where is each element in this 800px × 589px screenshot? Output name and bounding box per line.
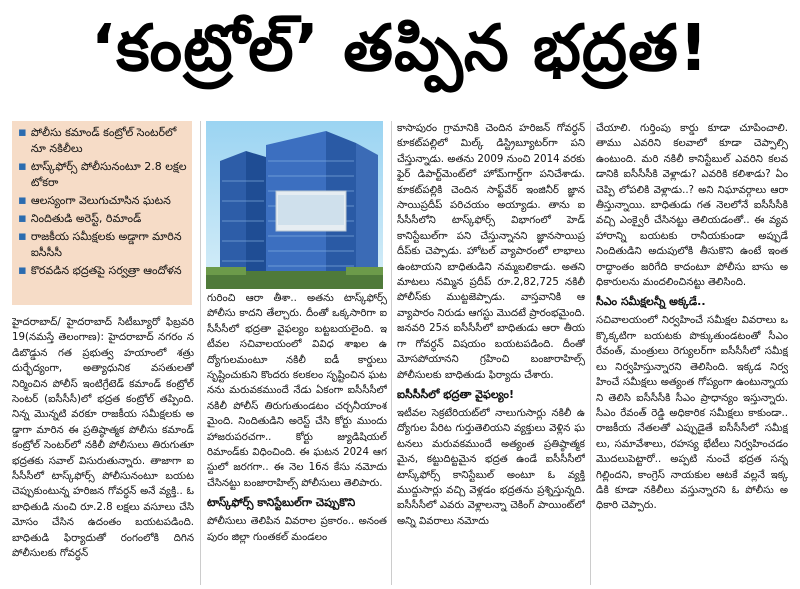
summary-text: పోలీసు కమాండ్ కంట్రోల్ సెంటర్‌లో నూ నకిలీలు: [30, 126, 177, 155]
article-column-2: [207, 291, 387, 585]
article-column-1: [12, 315, 194, 585]
summary-item: [18, 159, 188, 191]
summary-item: [18, 263, 188, 279]
bullet-icon: ▪: [18, 125, 27, 140]
summary-text: రాజకీయ సమీక్షలకు అడ్డాగా మారిన ఐసీసీసీ: [30, 230, 182, 259]
bullet-icon: ▪: [18, 159, 27, 174]
summary-item: [18, 211, 188, 227]
subheading: సీఎం సమీక్షలన్నీ అక్కడే..: [596, 295, 706, 309]
paragraph: హైదరాబాద్/ హైదరాబాద్ సిటీబ్యూరో ఫిబ్రవరి 19(నమస్తే తెలంగాణ): హైదరాబాద్ నగరం నడిబొడ్డున గత ప్రభుత్వ హయాంలో శత్రు దుర్భేద్యంగా, అత్యాధునిక వసతులతో నిర్మించిన పోలీస్ ఇంటిగ్రేటెడ్ కమాండ్ కంట్రోల్ సెంటర్ (ఐసీసీసీ)లో భద్రత కంట్రోల్ తప్పింది. నిన్న మొన్నటి వరకూ రాజకీయ సమీక్షలకు అడ్డాగా మారిన ఈ ప్రతిష్ఠాత్మక పోలీసు కమాండ్ కంట్రోల్ సెంటర్‌లో నకిలీ పోలీసులు తిరుగుతూ భద్రతకు సవాల్ విసురుతున్నారు. తాజాగా ఐసీసీసీలో టాస్క్‌ఫోర్స్ పోలీసునంటూ బయట చెప్పుకుంటున్న హరిజన గోవర్ధన్ అనే వ్యక్తి.. ఓ బాధితుడి నుంచి రూ.2.8 లక్షలు వసూలు చేసి మోసం చేసిన ఉదంతం బయటపడింది. బాధితుడి ఫిర్యాదుతో రంగంలోకి దిగిన పోలీసులకు గోవర్ధన్: [12, 317, 194, 560]
headline: ‘కంట్రోల్’ తప్పిన భద్రత!: [90, 11, 710, 86]
column-rule: [590, 121, 591, 585]
building-photo: [206, 121, 383, 289]
summary-box: [12, 121, 192, 305]
bullet-icon: ▪: [18, 211, 27, 226]
subheading: ఐసీసీసీలో భద్రతా వైఫల్యం!: [397, 387, 515, 401]
summary-item: [18, 229, 188, 261]
summary-text: నిందితుడి అరెస్ట్, రిమాండ్: [30, 212, 142, 225]
bullet-icon: ▪: [18, 229, 27, 244]
column-rule: [200, 121, 201, 585]
paragraph: చేయాలి. గుర్తింపు కార్డు కూడా చూపించాలి. తాము ఎవరిని కలవాలో కూడా చెప్పాల్సి ఉంటుంది. మరి నకిలీ కానిస్టేబుల్ ఎవరిని కలవడానికి ఐసీసీసీకి వెళ్లాడు? ఎవరికి కలిశాడు? ఏం చెప్పి లోపలికి వెళ్లాడు..? అని నిఘావర్గాలు ఆరా తీస్తున్నాయి. బాధితుడు గత నెలలోనే ఐసీసీసీకి వచ్చి ఎంక్వైరీ చేసినట్టు తెలియడంతో.. ఈ వ్యవహారాన్ని బయటకు రానీయకుండా అప్పుడే నిందితుడిని అదుపులోకి తీసుకొని ఉంటే ఇంత రాద్ధాంతం జరిగేది కాదంటూ పోలీసు బాసు అధికారులను మందలించినట్టు తెలిసింది.: [596, 123, 788, 289]
article-column-4: [596, 121, 788, 585]
summary-item: [18, 193, 188, 209]
summary-text: టాస్క్‌ఫోర్స్ పోలీసునంటూ 2.8 లక్షల టోకరా: [30, 160, 187, 189]
paragraph: పోలీసులు తెలిపిన వివరాల ప్రకారం.. అనంతపురం జిల్లా గుంతకల్ మండలం: [207, 516, 387, 543]
subheading: టాస్క్‌ఫోర్స్ కానిస్టేబుల్‌గా చెప్పుకొని: [207, 496, 356, 510]
summary-item: [18, 125, 188, 157]
summary-text: కొరవడిన భద్రతపై సర్వత్రా ఆందోళన: [30, 264, 182, 277]
column-rule: [391, 121, 392, 585]
bullet-icon: ▪: [18, 263, 27, 278]
article-column-3: [397, 121, 585, 585]
paragraph: ఇటీవల సెక్రటేరియట్‌లో నాలుగుసార్లు నకిలీ ఉద్యోగుల పేరిట గుర్తుతెలియని వ్యక్తులు వెళ్లిన ఘటనలు మరువకముందే అత్యంత ప్రతిష్ఠాత్మకమైన, కట్టుదిట్టమైన భద్రత ఉండే ఐసీసీసీలో టాస్క్‌ఫోర్స్ కానిస్టేబుల్ అంటూ ఓ వ్యక్తి ముద్దుసార్లు వచ్చి వెళ్లడం భద్రతను ప్రశ్నిస్తున్నది. ఐసీసీసీలో ఎవరు వెళ్లాలన్నా చెకింగ్ పాయింట్‌లో అన్ని వివరాలు నమోదు: [397, 407, 585, 527]
bullet-icon: ▪: [18, 193, 27, 208]
summary-text: ఆలస్యంగా వెలుగుచూసిన ఘటన: [30, 194, 171, 207]
paragraph: కాసాపురం గ్రామానికి చెందిన హరిజన్ గోవర్ధన్ కూకట్‌పల్లిలో మిల్క్ డిస్ట్రిబ్యూటర్‌గా పని చేస్తున్నాడు. అతను 2009 నుంచి 2014 వరకు ఫైర్ డిపార్ట్‌మెంట్‌లో హోమ్‌గార్డ్‌గా పనిచేశాడు. కూకట్‌పల్లికి చెందిన సాఫ్ట్‌వేర్ ఇంజినీర్ జ్ఞానసాయిప్రదీప్ పరిచయం అయ్యాడు. తాను ఐసీసీసీలోని టాస్క్‌ఫోర్స్ విభాగంలో హెడ్ కానిస్టేబుల్‌గా పని చేస్తున్నానని జ్ఞానసాయిప్రదీప్‌కు చెప్పాడు. హోటల్ వ్యాపారంలో లాభాలు ఉంటాయని బాధితుడిని నమ్మబలికాడు. అతని మాటలు నమ్మిన ప్రదీప్ రూ.2,82,725 నకిలీ పోలీస్‌కు ముట్టజెప్పాడు. వాస్తవానికి ఆ వ్యాపారం నిరుడు ఆగస్టు మొదటే ప్రారంభమైంది. జనవరి 25న ఐసీసీసీలో బాధితుడు ఆరా తీయగా గోవర్ధన్ విషయం బయటపడింది. దీంతో మోసపోయానని గ్రహించి బంజారాహిల్స్ పోలీసులకు బాధితుడు ఫిర్యాదు చేశారు.: [397, 123, 585, 381]
paragraph: సచివాలయంలో నిర్వహించే సమీక్షల వివరాలు ఒక్కొక్కటిగా బయటకు పొక్కుతుండటంతో సీఎం రేవంత్, మంత్రులు రెగ్యులర్‌గా ఐసీసీసీలో సమీక్షలు నిర్వహిస్తున్నారని తెలిసింది. ఇక్కడ నిర్వహించే సమీక్షలు అత్యంత గోప్యంగా ఉంటున్నాయని తెలిసి ఐసీసీసీకి సీఎం ప్రాధాన్యం ఇస్తున్నారు. సీఎం రేవంత్ రెడ్డి అధికారిక సమీక్షలు కాకుండా.. రాజకీయ నేతలతో ఎప్పుడైతే ఐసీసీసీలో సమీక్షలు, సమావేశాలు, రహస్య భేటీలు నిర్వహించడం మొదలుపెట్టారో.. అప్పటి నుంచే భద్రత సన్నగిల్లిందని, కాంగ్రెస్ నాయకుల ఆటకే వల్లనే ఇక్కడికి కూడా నకిలీలు వస్తున్నారని ఓ పోలీసు అధికారి చెప్పారు.: [596, 315, 788, 512]
paragraph: గురించి ఆరా తీశా.. అతను టాస్క్‌ఫోర్స్ పోలీసు కాదని తేల్చారు. దీంతో ఒక్కసారిగా ఐసీసీసీలో భద్రతా వైఫల్యం బట్టబయలైంది. ఇటీవల సచివాలయంలో వివిధ శాఖల ఉద్యోగులమంటూ నకిలీ ఐడీ కార్డులు సృష్టించుకుని కొందరు కలకలం సృష్టించిన ఘటనను మరువకముందే నేడు ఏకంగా ఐసీసీసీలో నకిలీ పోలీస్ తిరుగుతుండటం చర్చనీయాంశమైంది. నిందితుడిని అరెస్ట్ చేసి కోర్టు ముందు హాజరుపరచగా.. కోర్టు జ్యుడిషియల్ రిమాండ్‌కు విధించింది. ఈ ఘటన 2024 ఆగస్టులో జరగగా.. ఈ నెల 16న కేసు నమోదు చేసినట్టు బంజారాహిల్స్ పోలీసులు తెలిపారు.: [207, 293, 387, 489]
